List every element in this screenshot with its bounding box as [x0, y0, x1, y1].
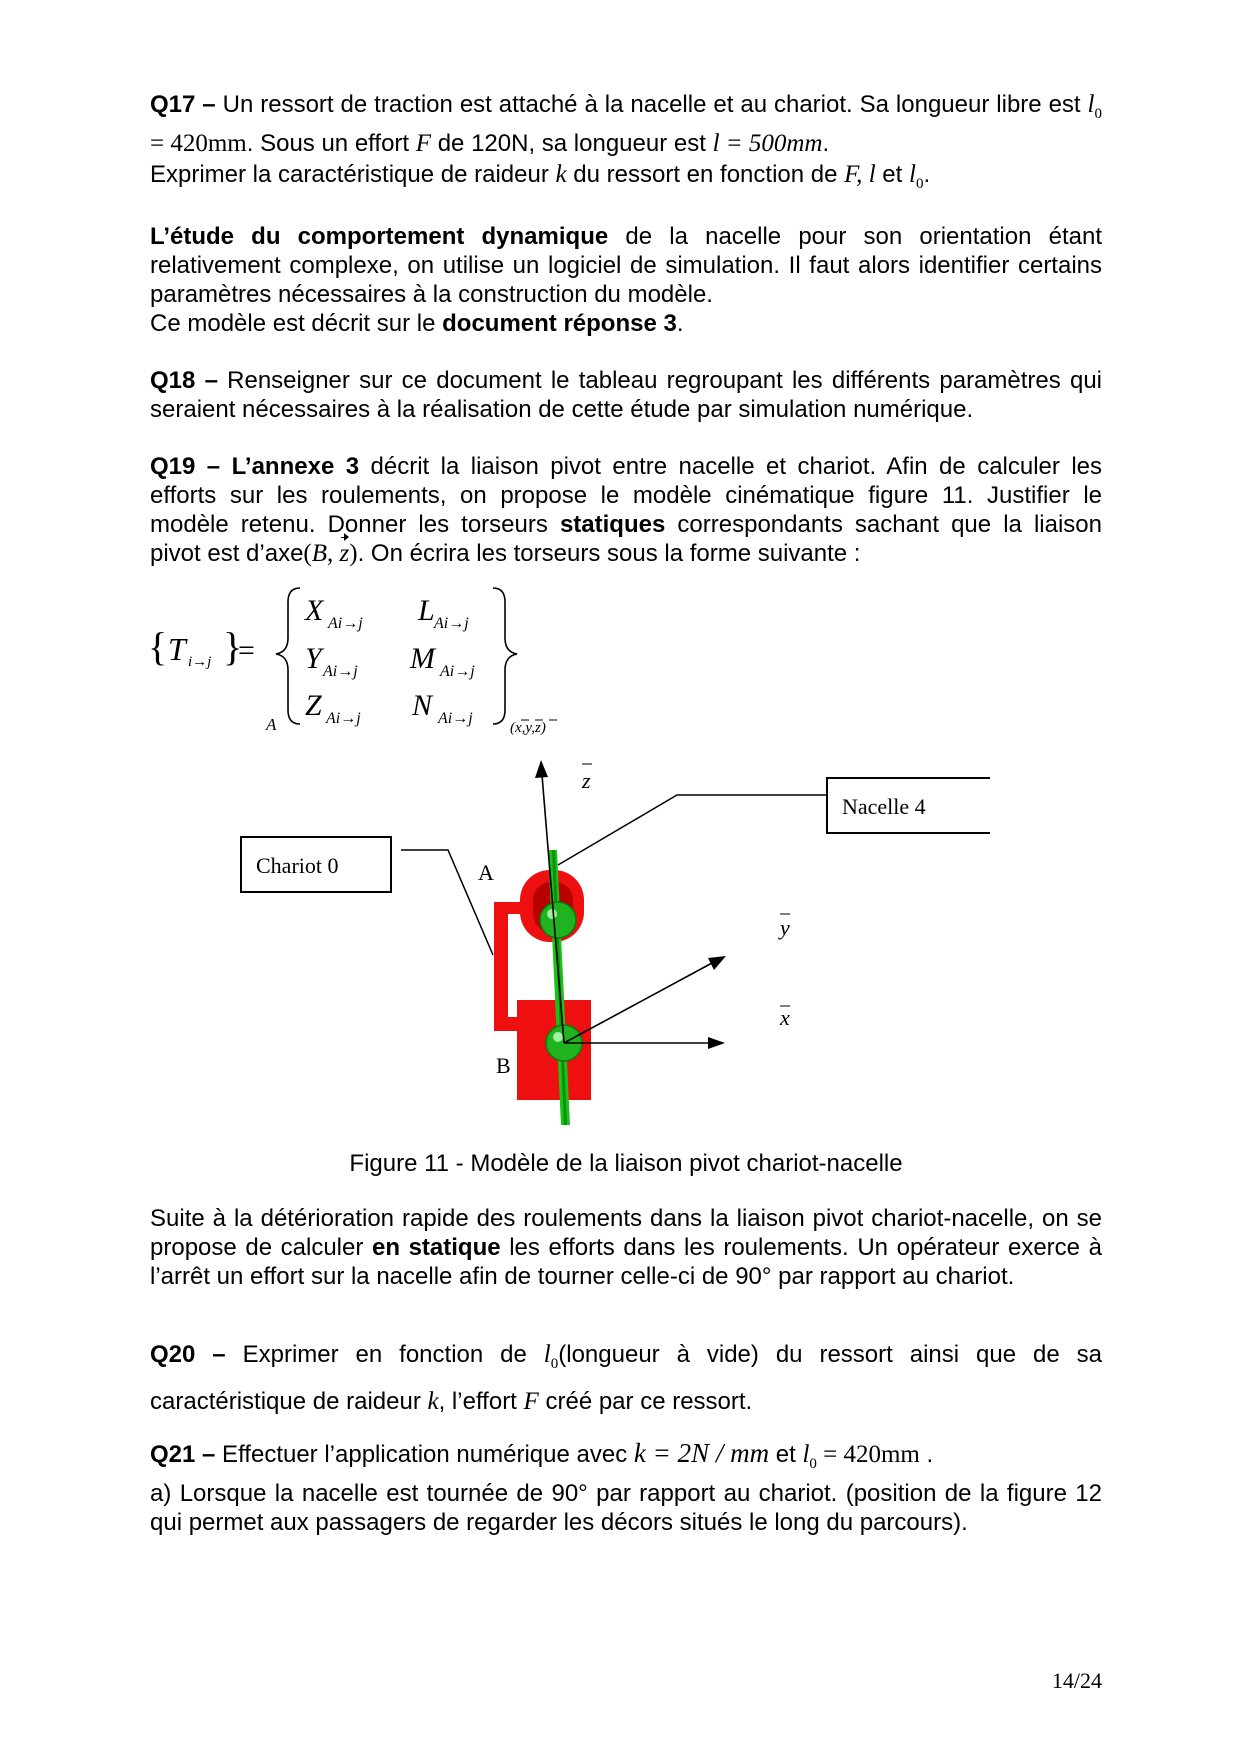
page-number: 14/24	[1051, 1668, 1102, 1693]
dynamic-text: .	[676, 310, 684, 337]
point-B-label: B	[496, 1053, 511, 1078]
q19-text: . On écrira les torseurs sous la forme suivante :	[357, 540, 861, 567]
q17-text: Exprimer la caractéristique de raideur	[150, 161, 556, 188]
q18-text: Renseigner sur ce document le tableau regroupant les différents paramètres qui seraient nécessaires à la réalisation de cette étude par simulation numérique.	[150, 367, 1102, 423]
moment-L: L	[418, 594, 435, 627]
chariot-label: Chariot 0	[256, 853, 339, 878]
ball-joint-A	[540, 902, 576, 938]
l0-symbol: l	[1087, 91, 1095, 118]
force-Y: Y	[305, 642, 322, 675]
q19-text: correspondants sachant que la liaison pivot est d’axe	[150, 511, 1103, 567]
torseur-formula	[140, 580, 600, 740]
q19-label: Q19 – L’annexe 3	[150, 453, 360, 480]
l-symbol: l	[868, 161, 876, 188]
q17-line2: Exprimer la caractéristique de raideur k du ressort en fonction de F, l et $l_0$.	[150, 161, 931, 192]
l0-symbol: l	[909, 161, 916, 188]
q17-text: .	[923, 161, 931, 188]
torseur-basis: (x,y,z)	[510, 720, 546, 736]
y-label: y	[780, 915, 790, 940]
l0-value: = 420mm	[150, 129, 247, 157]
q17-text: du ressort en fonction de	[566, 161, 845, 188]
l0-value: = 420mm	[816, 1441, 920, 1468]
q18-label: Q18 –	[150, 367, 218, 394]
q17-text: et	[875, 161, 909, 188]
ball-joint-B-highlight	[553, 1032, 563, 1042]
l0-symbol: l	[802, 1441, 810, 1468]
x-label: x	[780, 1005, 790, 1030]
q20-text: (longueur à vide) du ressort ainsi que de sa caractéristique de raideur	[150, 1341, 1102, 1415]
z-arrowhead	[535, 760, 548, 778]
y-arrowhead	[708, 956, 726, 970]
l-value: l = 500mm	[712, 129, 823, 157]
q21-label: Q21 –	[150, 1441, 216, 1468]
document-reference: document réponse 3	[442, 310, 677, 337]
q18-paragraph	[150, 366, 1102, 424]
force-Z: Z	[305, 689, 322, 722]
q19-bold: statiques	[559, 511, 666, 538]
dynamic-text: Ce modèle est décrit sur le	[150, 310, 443, 337]
nacelle-leader-line	[558, 795, 827, 865]
sub-L: Ai→j	[434, 615, 469, 632]
q17-text: de 120N, sa longueur est	[431, 129, 713, 157]
torseur-point: A	[266, 715, 277, 734]
point-A-label: A	[478, 860, 494, 885]
q20-paragraph: Q20 – Exprimer en fonction de $l_0(longueur$ à vide) du ressort ainsi que de sa caractéristique de raideur k, l’effort F créé par ce ressort.	[150, 1341, 1102, 1415]
matrix-right-brace	[493, 588, 517, 724]
q17-text: Un ressort de traction est attaché à la nacelle et au chariot. Sa longueur libre est	[215, 91, 1088, 118]
q17-label: Q17 –	[150, 91, 216, 118]
q20-text: , l’effort	[438, 1387, 524, 1415]
q17-text: . Sous un effort	[246, 129, 416, 157]
brace-left: {	[148, 624, 168, 669]
q17-text: .	[822, 129, 830, 157]
sub-M: Ai→j	[440, 663, 475, 680]
figure-caption: Figure 11 - Modèle de la liaison pivot chariot-nacelle	[349, 1150, 903, 1177]
q20-text: créé par ce ressort.	[538, 1387, 753, 1415]
F-symbol: F	[523, 1387, 539, 1415]
axis-notation: (B, z)	[303, 540, 358, 567]
F-symbol: F	[415, 129, 432, 157]
q20-label: Q20 –	[150, 1341, 226, 1368]
z-label: z	[582, 768, 591, 793]
moment-M: M	[410, 642, 435, 675]
figure-11-pivot-model	[230, 760, 990, 1145]
k-symbol: k	[427, 1387, 439, 1415]
suite-text: Suite à la détérioration rapide des roulements dans la liaison pivot chariot-nacelle, on se propose de calculer	[150, 1205, 1102, 1261]
brace-right: }	[223, 624, 243, 669]
suite-paragraph	[150, 1204, 1102, 1291]
q20-text: Exprimer en fonction de	[225, 1341, 544, 1368]
q21-text: Effectuer l’application numérique avec	[215, 1441, 634, 1468]
matrix-left-brace	[276, 588, 300, 724]
q19-text: décrit la liaison pivot entre nacelle et chariot. Afin de calculer les efforts sur les roulements, on propose le modèle cinématique figure 11. Justifier le modèle retenu. Donner les torseurs	[150, 453, 1103, 538]
k-value: k = 2N / mm	[633, 1438, 770, 1468]
torseur-equals: =	[238, 634, 255, 667]
sub-Z: Ai→j	[326, 710, 361, 727]
x-arrowhead	[708, 1037, 725, 1049]
q19-paragraph	[150, 452, 1102, 568]
q21-text: et	[769, 1441, 803, 1468]
sub-N: Ai→j	[438, 710, 473, 727]
q21-line1: Q21 – Effectuer l’application numérique avec k = 2N / mm et $l_0 = 420mm$ .	[150, 1438, 934, 1472]
dynamic-paragraph	[150, 222, 1102, 338]
suite-bold: en statique	[371, 1234, 501, 1261]
k-symbol: k	[555, 161, 567, 188]
dynamic-text: de la nacelle pour son orientation étant relativement complexe, on utilise un logiciel de simulation. Il faut alors identifier certains paramètres nécessaires à la construction du modèle.	[150, 223, 1103, 308]
q21-text: .	[919, 1441, 934, 1468]
q17-paragraph: Q17 – Un ressort de traction est attaché à la nacelle et au chariot. Sa longueur libre est $l_0 = 420mm$. Sous un effort F de 120N, sa longueur est l = 500mm.	[150, 91, 1102, 157]
moment-N: N	[412, 689, 433, 722]
force-X: X	[305, 594, 324, 627]
dynamic-bold: L’étude du comportement dynamique	[150, 223, 609, 250]
l0-symbol: l	[543, 1341, 551, 1368]
torseur-T: T	[168, 631, 186, 667]
suite-text: les efforts dans les roulements. Un opérateur exerce à l’arrêt un effort sur la nacelle afin de tourner celle-ci de 90° par rapport au chariot.	[150, 1234, 1102, 1290]
F-symbol: F,	[844, 161, 869, 188]
sub-Y: Ai→j	[323, 663, 358, 680]
nacelle-label: Nacelle 4	[842, 794, 926, 819]
ball-joint-A-highlight	[547, 909, 557, 919]
sub-X: Ai→j	[328, 615, 363, 632]
torseur-T-sub: i→j	[188, 654, 212, 670]
q21-part-a: a) Lorsque la nacelle est tournée de 90° par rapport au chariot. (position de la figure 12 qui permet aux passagers de regarder les décors situés le long du parcours).	[150, 1480, 1102, 1536]
